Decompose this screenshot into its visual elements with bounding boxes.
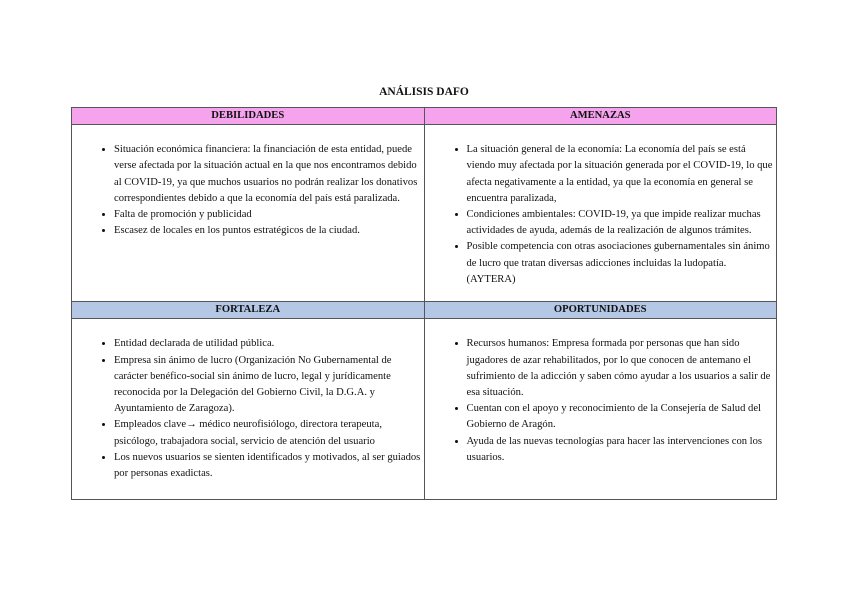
debilidades-cell: [72, 125, 425, 302]
list-item: • Los nuevos usuarios se sienten identificados y motivados, al ser guiados por personas exadictas.: [114, 450, 424, 482]
list-item: • Ayuda de las nuevas tecnologías para hacer las intervenciones con los usuarios.: [467, 434, 777, 466]
list-item: • Empresa sin ánimo de lucro (Organización No Gubernamental de carácter benéfico-social sin ánimo de lucro, legal y jurídicamente reconocida por la Delegación del Gobierno Civil, la D.G.A. y Ayuntamiento de Zaragoza).: [114, 353, 424, 418]
header-row-bottom: [72, 302, 777, 319]
list-item: • La situación general de la economía: La economía del país se está viendo muy afectada por la situación generada por el COVID-19, lo que afecta negativamente a la entidad, ya que la economía en general se encuentra paralizada,: [467, 142, 777, 207]
fortaleza-header: FORTALEZA: [72, 302, 425, 319]
amenazas-cell: [424, 125, 777, 302]
list-item: • Condiciones ambientales: COVID-19, ya que impide realizar muchas actividades de ayuda, además de la realización de algunos trámites.: [467, 207, 777, 239]
page-title: ANÁLISIS DAFO: [379, 86, 469, 98]
list-item: • Situación económica financiera: la financiación de esta entidad, puede verse afectada por la situación actual en la que nos encontramos debido al COVID-19, ya que muchos usuarios no podrán realizar los donativos correspondientes debido a que la economía del país está paralizada.: [114, 142, 424, 207]
list-item: • Empleados clave→ médico neurofisiólogo, directora terapeuta, psicólogo, trabajadora social, servicio de atención del usuario: [114, 417, 424, 449]
oportunidades-cell: [424, 319, 777, 500]
content-row-top: [72, 125, 777, 302]
header-row-top: [72, 108, 777, 125]
list-item: • Entidad declarada de utilidad pública.: [114, 336, 424, 352]
fortaleza-cell: [72, 319, 425, 500]
dafo-table: [71, 107, 777, 500]
debilidades-list: [72, 142, 424, 239]
content-row-bottom: [72, 319, 777, 500]
list-item: • Falta de promoción y publicidad: [114, 207, 424, 223]
fortaleza-list: [72, 336, 424, 482]
list-item: • Cuentan con el apoyo y reconocimiento de la Consejería de Salud del Gobierno de Aragón.: [467, 401, 777, 433]
list-item: • Posible competencia con otras asociaciones gubernamentales sin ánimo de lucro que tratan diversas adicciones incluidas la ludopatía. (AYTERA): [467, 239, 777, 288]
list-item: • Escasez de locales en los puntos estratégicos de la ciudad.: [114, 223, 424, 239]
oportunidades-header: OPORTUNIDADES: [424, 302, 777, 319]
amenazas-list: [425, 142, 777, 288]
amenazas-header: AMENAZAS: [424, 108, 777, 125]
list-item: • Recursos humanos: Empresa formada por personas que han sido jugadores de azar rehabilitados, por lo que conocen de antemano el sufrimiento de la adicción y saben cómo ayudar a los usuarios a salir de esa situación.: [467, 336, 777, 401]
debilidades-header: DEBILIDADES: [72, 108, 425, 125]
oportunidades-list: [425, 336, 777, 466]
